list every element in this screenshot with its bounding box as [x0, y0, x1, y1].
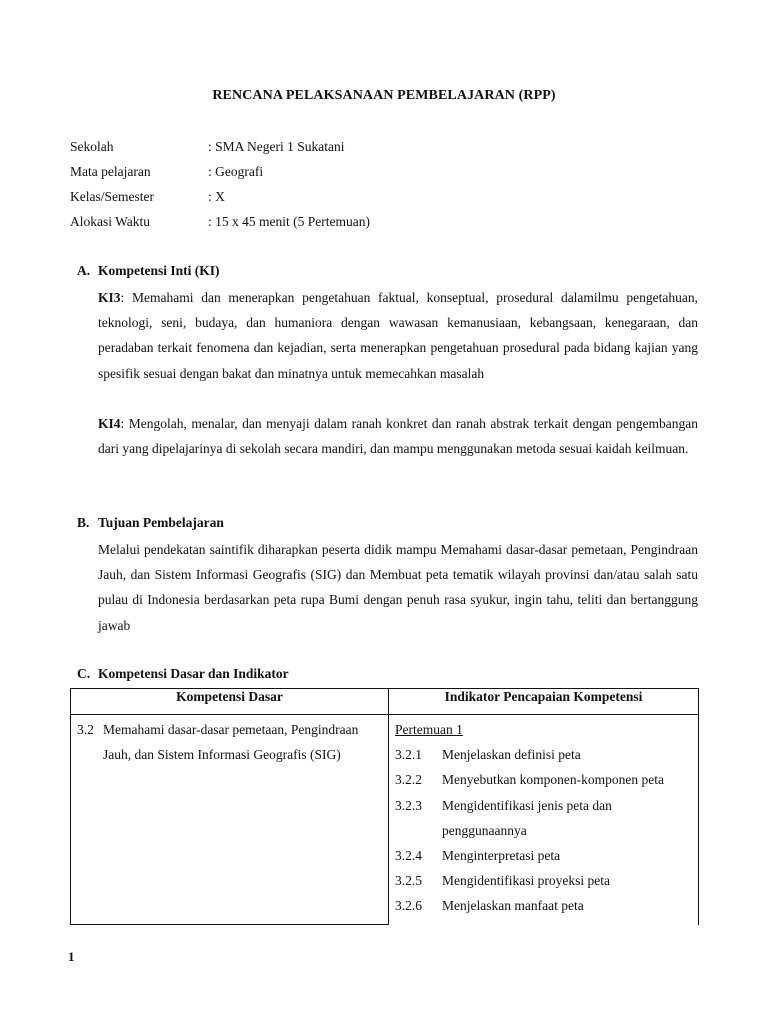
- indicator-text: Menyebutkan komponen-komponen peta: [442, 772, 664, 788]
- objective-paragraph: Melalui pendekatan saintifik diharapkan peserta didik mampu Memahami dasar-dasar pemetaan, Pengindraan Jauh, dan Sistem Informasi Geografis (SIG) dan Membuat peta tematik wilayah provinsi dan/atau salah satu pulau di Indonesia berdasarkan peta rupa Bumi dengan penuh rasa syukur, ingin tahu, teliti dan bertanggung jawab: [98, 542, 698, 633]
- ki4-label: KI4: [98, 416, 121, 431]
- section-c-heading: [77, 666, 289, 682]
- identity-block: [70, 138, 670, 238]
- indicator-number: 3.2.3: [395, 797, 422, 813]
- section-letter: A.: [77, 263, 91, 278]
- table-header-row: [71, 689, 699, 715]
- indicator-text: Menginterpretasi peta: [442, 848, 561, 864]
- indicator-text: Menjelaskan manfaat peta: [442, 898, 584, 914]
- kd-number: 3.2: [77, 722, 94, 737]
- info-label: Mata pelajaran: [70, 164, 151, 179]
- document-title: RENCANA PELAKSANAAN PEMBELAJARAN (RPP): [212, 88, 556, 103]
- kd-item: [77, 717, 382, 767]
- indicator-number: 3.2.4: [395, 848, 422, 864]
- info-value: : 15 x 45 menit (5 Pertemuan): [208, 214, 370, 229]
- indicator-row: [395, 793, 692, 843]
- indicator-row: [395, 742, 692, 767]
- info-row-school: [70, 138, 670, 163]
- ki4-text: : Mengolah, menalar, dan menyaji dalam ranah konkret dan ranah abstrak terkait dengan pengembangan dari yang dipelajarinya di sekolah secara mandiri, dan mampu menggunakan metoda sesuai kaidah keilmuan.: [98, 416, 698, 457]
- ki3-paragraph: [98, 285, 698, 386]
- indicator-number: 3.2.2: [395, 772, 422, 788]
- indicator-row: [395, 893, 692, 918]
- indicator-number: 3.2.6: [395, 898, 422, 914]
- indicator-text: Menjelaskan definisi peta: [442, 747, 581, 763]
- ki3-label: KI3: [98, 290, 121, 305]
- section-title: Kompetensi Inti (KI): [98, 263, 220, 278]
- section-title: Tujuan Pembelajaran: [98, 515, 224, 530]
- indicator-row: [395, 843, 692, 868]
- info-label: Sekolah: [70, 139, 114, 154]
- ki3-text: : Memahami dan menerapkan pengetahuan faktual, konseptual, prosedural dalamilmu pengetahuan, teknologi, seni, budaya, dan humaniora dengan wawasan kemanusiaan, kebangsaan, kenegaraan, dan peradaban terkait fenomena dan kejadian, serta menerapkan pengetahuan prosedural pada bidang kajian yang spesifik sesuai dengan bakat dan minatnya untuk memecahkan masalah: [98, 290, 698, 381]
- info-row-time: [70, 213, 670, 238]
- col-header-kd: Kompetensi Dasar: [71, 689, 389, 715]
- competency-table: [70, 688, 699, 925]
- info-row-subject: [70, 163, 670, 188]
- col-header-indicator: Indikator Pencapaian Kompetensi: [389, 689, 699, 715]
- indicator-number: 3.2.1: [395, 747, 422, 763]
- ki4-paragraph: [98, 411, 698, 461]
- indicator-row: [395, 868, 692, 893]
- indicator-number: 3.2.5: [395, 873, 422, 889]
- section-b-heading: [77, 515, 224, 531]
- section-letter: C.: [77, 666, 91, 681]
- section-a-heading: [77, 263, 220, 279]
- info-value: : X: [208, 189, 225, 204]
- page-number: 1: [68, 949, 75, 964]
- indicator-text: Mengidentifikasi jenis peta dan penggunaannya: [442, 797, 612, 838]
- section-title: Kompetensi Dasar dan Indikator: [98, 666, 289, 681]
- info-row-class: [70, 188, 670, 213]
- indicator-row: [395, 767, 692, 792]
- table-row: [71, 715, 699, 925]
- info-value: : Geografi: [208, 164, 264, 179]
- kd-cell: [71, 715, 389, 925]
- info-value: : SMA Negeri 1 Sukatani: [208, 139, 345, 154]
- info-label: Kelas/Semester: [70, 189, 154, 204]
- indicator-cell: [389, 715, 699, 925]
- section-letter: B.: [77, 515, 90, 530]
- meeting-label: Pertemuan 1: [395, 722, 463, 737]
- indicator-text: Mengidentifikasi proyeksi peta: [442, 873, 610, 889]
- info-label: Alokasi Waktu: [70, 214, 151, 229]
- kd-text: Memahami dasar-dasar pemetaan, Pengindraan Jauh, dan Sistem Informasi Geografis (SIG): [103, 722, 359, 763]
